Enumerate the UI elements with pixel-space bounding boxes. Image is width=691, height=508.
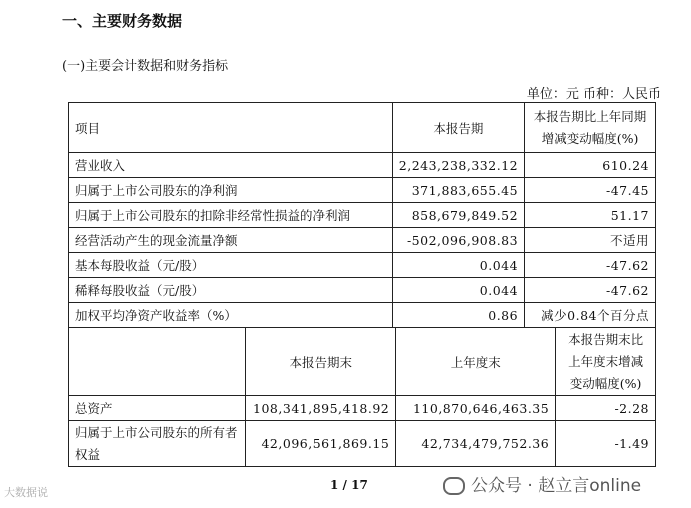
watermark: [443, 471, 641, 496]
financial-table-period-end: [68, 327, 656, 467]
row-label: 归属于上市公司股东的净利润: [69, 178, 393, 203]
page-number: 1 / 17: [330, 478, 368, 492]
row-value: 858,679,849.52: [392, 203, 524, 228]
table-row: [69, 421, 656, 467]
row-change: -47.62: [525, 278, 656, 303]
wechat-icon: [443, 477, 465, 495]
row-label: 总资产: [69, 396, 246, 421]
header-change: 本报告期比上年同期增减变动幅度(%): [525, 103, 656, 153]
row-label: 营业收入: [69, 153, 393, 178]
corner-watermark: 大数据说: [4, 486, 48, 499]
row-change: 不适用: [525, 228, 656, 253]
table-row: [69, 278, 656, 303]
row-value: -502,096,908.83: [392, 228, 524, 253]
row-change: -1.49: [556, 421, 656, 467]
row-value: 371,883,655.45: [392, 178, 524, 203]
header-period-end: 本报告期末: [246, 328, 396, 396]
header-prior-year-end: 上年度末: [396, 328, 556, 396]
header-current-period: 本报告期: [392, 103, 524, 153]
table-row: [69, 396, 656, 421]
row-label: 稀释每股收益（元/股）: [69, 278, 393, 303]
row-value-prior-year: 110,870,646,463.35: [396, 396, 556, 421]
row-value: 2,243,238,332.12: [392, 153, 524, 178]
row-label: 归属于上市公司股东的所有者权益: [69, 421, 246, 467]
row-value-prior-year: 42,734,479,752.36: [396, 421, 556, 467]
row-value: 0.044: [392, 253, 524, 278]
row-change: -47.45: [525, 178, 656, 203]
row-change: -47.62: [525, 253, 656, 278]
row-value: 0.044: [392, 278, 524, 303]
table-row: [69, 153, 656, 178]
row-value-period-end: 108,341,895,418.92: [246, 396, 396, 421]
section-heading: 一、主要财务数据: [62, 12, 183, 30]
table-header-row: [69, 103, 656, 153]
table-row: [69, 203, 656, 228]
table-row: [69, 253, 656, 278]
row-value: 0.86: [392, 303, 524, 328]
financial-table-period: [68, 102, 656, 328]
unit-line: 单位：元 币种：人民币: [526, 87, 661, 102]
table-row: [69, 178, 656, 203]
row-label: 归属于上市公司股东的扣除非经常性损益的净利润: [69, 203, 393, 228]
table-row: [69, 303, 656, 328]
header-blank: [69, 328, 246, 396]
subsection-heading: (一)主要会计数据和财务指标: [62, 59, 229, 74]
row-label: 加权平均净资产收益率（%）: [69, 303, 393, 328]
watermark-text: 公众号 · 赵立言online: [471, 476, 642, 496]
header-item: 项目: [69, 103, 393, 153]
row-label: 经营活动产生的现金流量净额: [69, 228, 393, 253]
row-change: 减少0.84个百分点: [525, 303, 656, 328]
row-label: 基本每股收益（元/股）: [69, 253, 393, 278]
row-change: 51.17: [525, 203, 656, 228]
row-change: -2.28: [556, 396, 656, 421]
table-row: [69, 228, 656, 253]
table-header-row: [69, 328, 656, 396]
row-value-period-end: 42,096,561,869.15: [246, 421, 396, 467]
row-change: 610.24: [525, 153, 656, 178]
header-change: 本报告期末比上年度末增减变动幅度(%): [556, 328, 656, 396]
